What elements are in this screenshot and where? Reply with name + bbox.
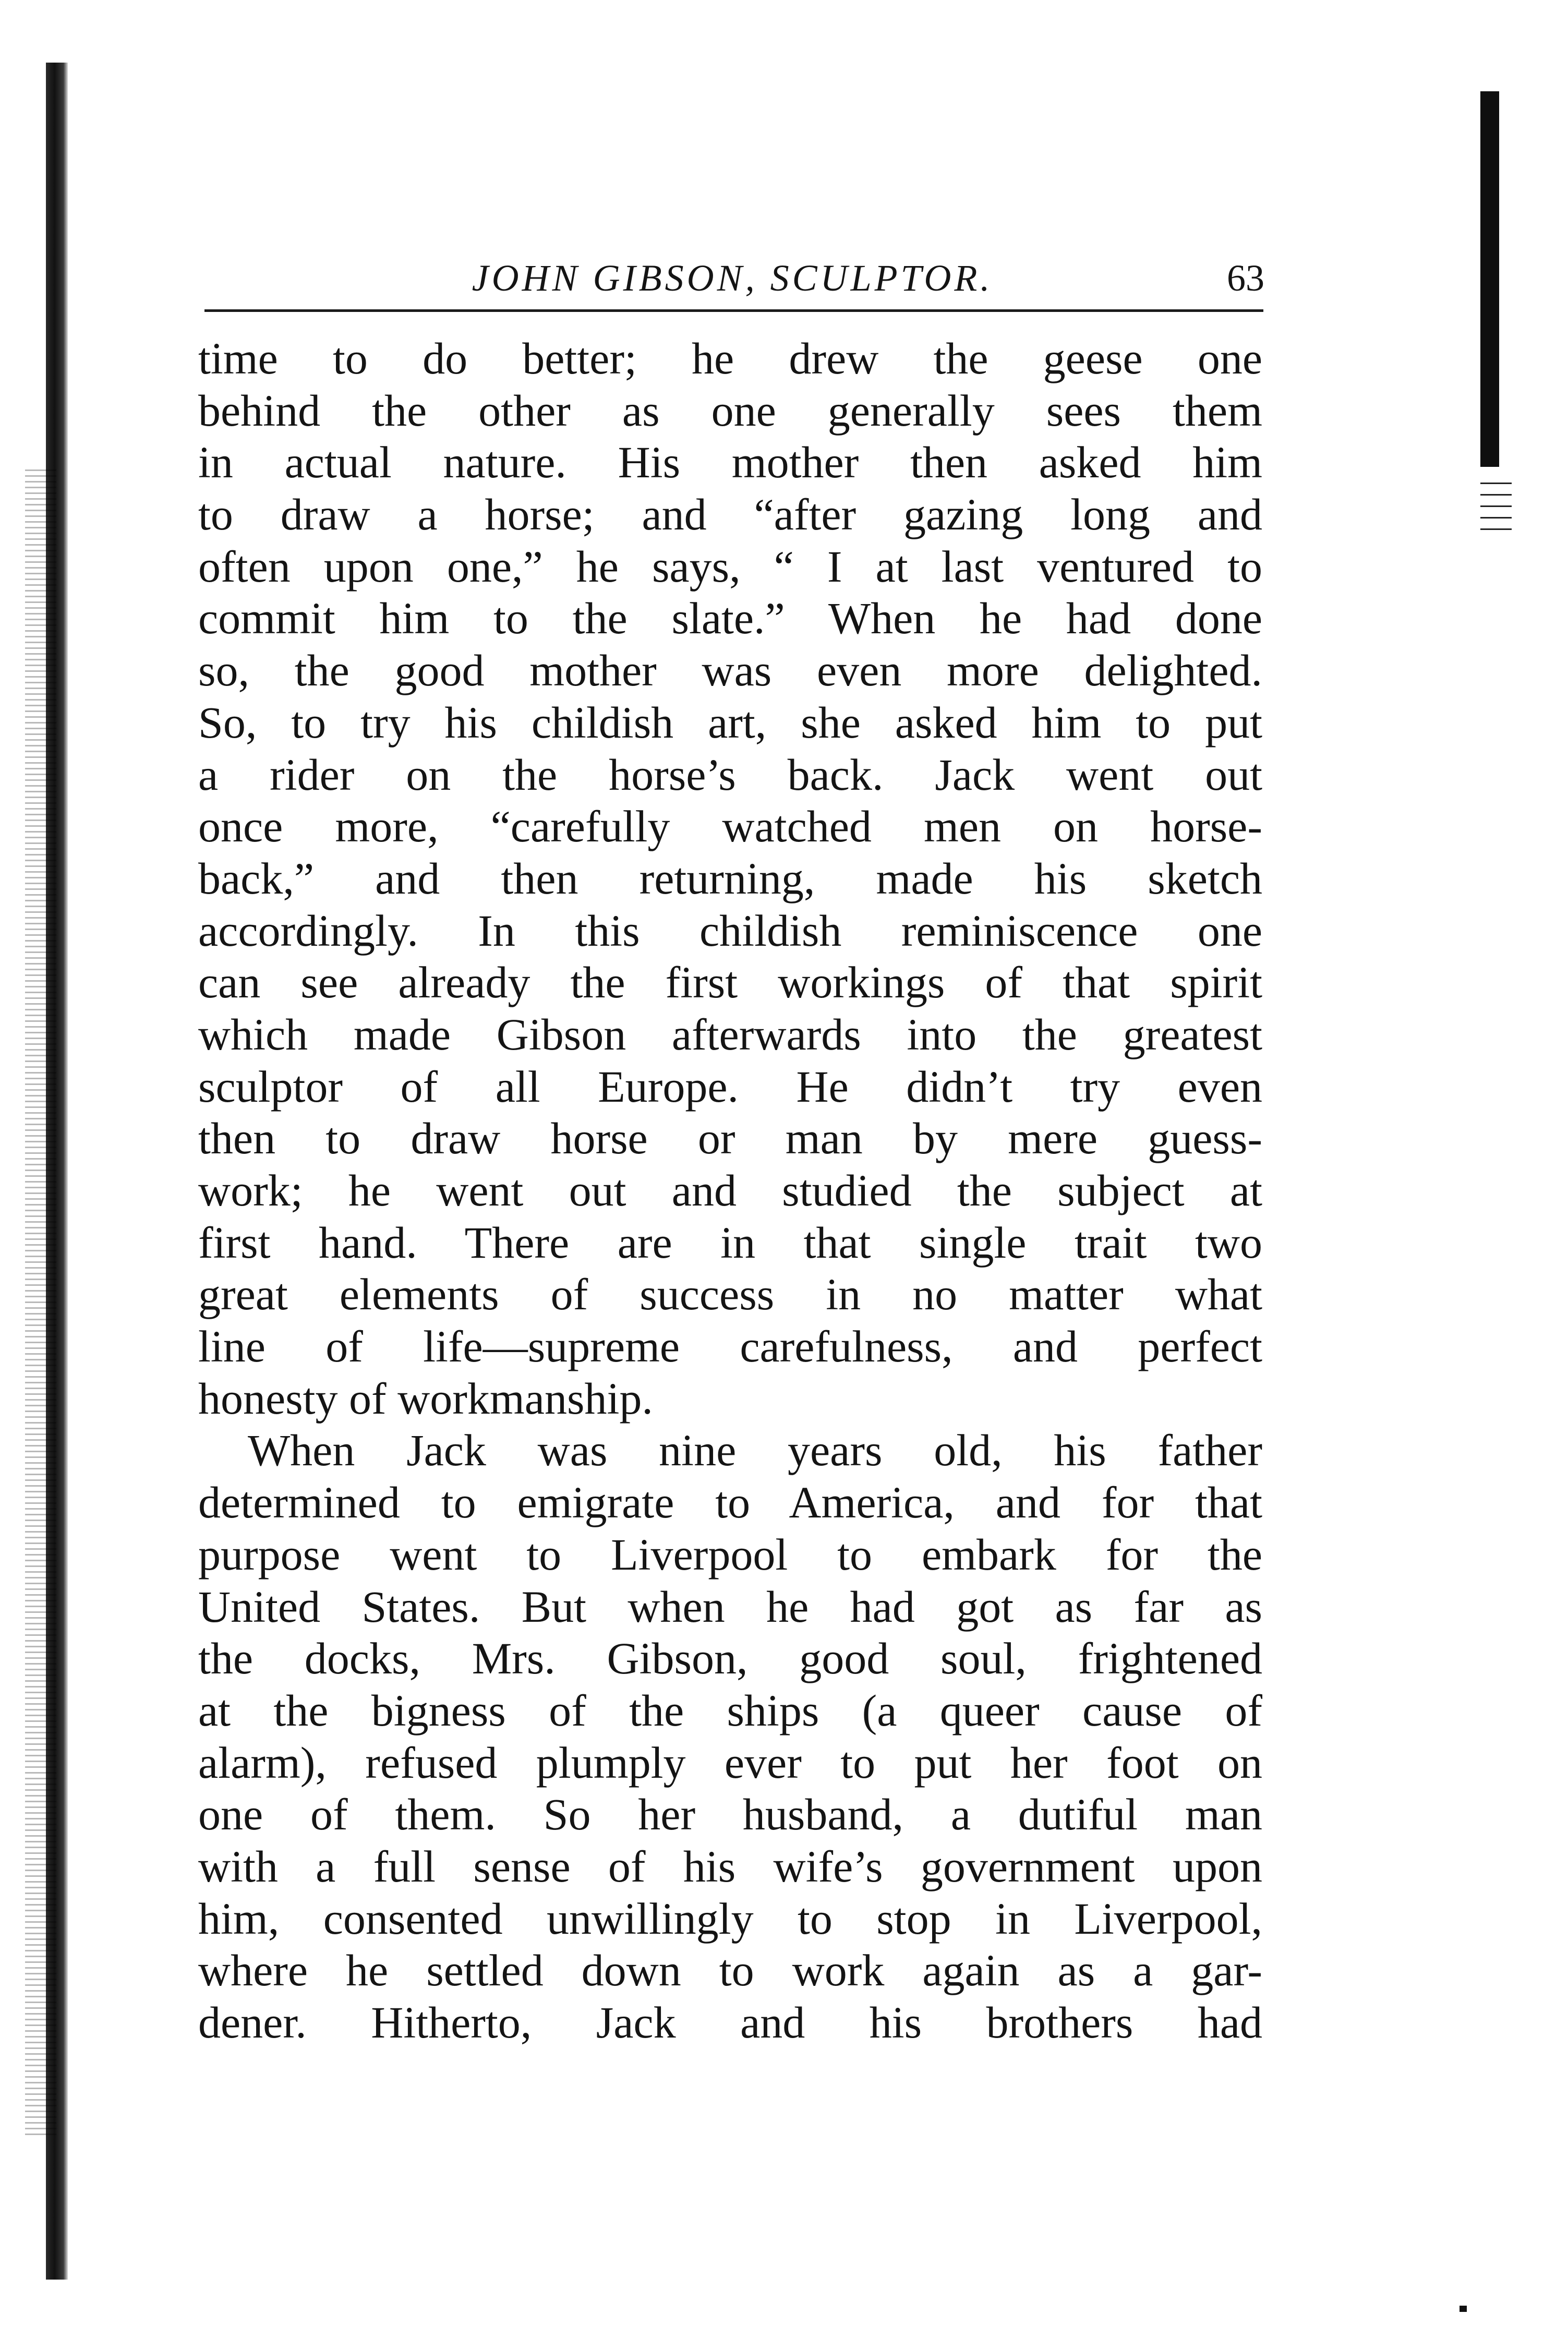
text-line: work; he went out and studied the subject at xyxy=(198,1165,1262,1215)
text-line: sculptor of all Europe. He didn’t try even xyxy=(198,1061,1262,1112)
text-line: where he settled down to work again as a gar- xyxy=(198,1945,1262,1996)
body-text xyxy=(198,333,1262,2049)
scan-speckle xyxy=(25,469,56,2139)
text-line: alarm), refused plumply ever to put her foot on xyxy=(198,1737,1262,1788)
scan-edge-lines xyxy=(1480,483,1512,535)
text-line: line of life—supreme carefulness, and perfect xyxy=(198,1321,1262,1372)
text-line: commit him to the slate.” When he had done xyxy=(198,593,1262,644)
page-number: 63 xyxy=(1227,257,1264,299)
text-line: which made Gibson afterwards into the greatest xyxy=(198,1009,1262,1059)
text-line: so, the good mother was even more delighted. xyxy=(198,645,1262,696)
text-line: a rider on the horse’s back. Jack went out xyxy=(198,749,1262,800)
text-line: great elements of success in no matter what xyxy=(198,1269,1262,1320)
text-line: accordingly. In this childish reminiscence one xyxy=(198,905,1262,956)
text-line: often upon one,” he says, “ I at last ventured to xyxy=(198,541,1262,592)
text-line: time to do better; he drew the geese one xyxy=(198,333,1262,383)
text-line: the docks, Mrs. Gibson, good soul, frightened xyxy=(198,1633,1262,1684)
running-title: JOHN GIBSON, SCULPTOR. xyxy=(472,257,993,299)
text-line: can see already the first workings of that spirit xyxy=(198,957,1262,1008)
scan-edge-mark xyxy=(1480,91,1499,467)
text-line: in actual nature. His mother then asked him xyxy=(198,437,1262,488)
text-line: dener. Hitherto, Jack and his brothers had xyxy=(198,1997,1262,2047)
text-line: United States. But when he had got as far as xyxy=(198,1581,1262,1632)
text-line: back,” and then returning, made his sketch xyxy=(198,853,1262,903)
text-line: behind the other as one generally sees them xyxy=(198,385,1262,436)
text-line: him, consented unwillingly to stop in Liverpool, xyxy=(198,1893,1262,1944)
text-line: then to draw horse or man by mere guess- xyxy=(198,1113,1262,1164)
text-line: determined to emigrate to America, and for that xyxy=(198,1477,1262,1528)
text-line: once more, “carefully watched men on horse- xyxy=(198,801,1262,852)
text-line: with a full sense of his wife’s government upon xyxy=(198,1841,1262,1891)
text-line: purpose went to Liverpool to embark for the xyxy=(198,1529,1262,1580)
text-line: one of them. So her husband, a dutiful man xyxy=(198,1789,1262,1840)
header-rule xyxy=(204,309,1263,312)
text-line: So, to try his childish art, she asked him to put xyxy=(198,697,1262,748)
scan-dot xyxy=(1460,2306,1467,2312)
text-line: first hand. There are in that single trait two xyxy=(198,1217,1262,1268)
text-line: When Jack was nine years old, his father xyxy=(248,1425,1262,1476)
text-line: at the bigness of the ships (a queer cause of xyxy=(198,1685,1262,1736)
text-line: honesty of workmanship. xyxy=(198,1373,653,1424)
text-line: to draw a horse; and “after gazing long and xyxy=(198,489,1262,540)
running-head xyxy=(200,252,1264,304)
